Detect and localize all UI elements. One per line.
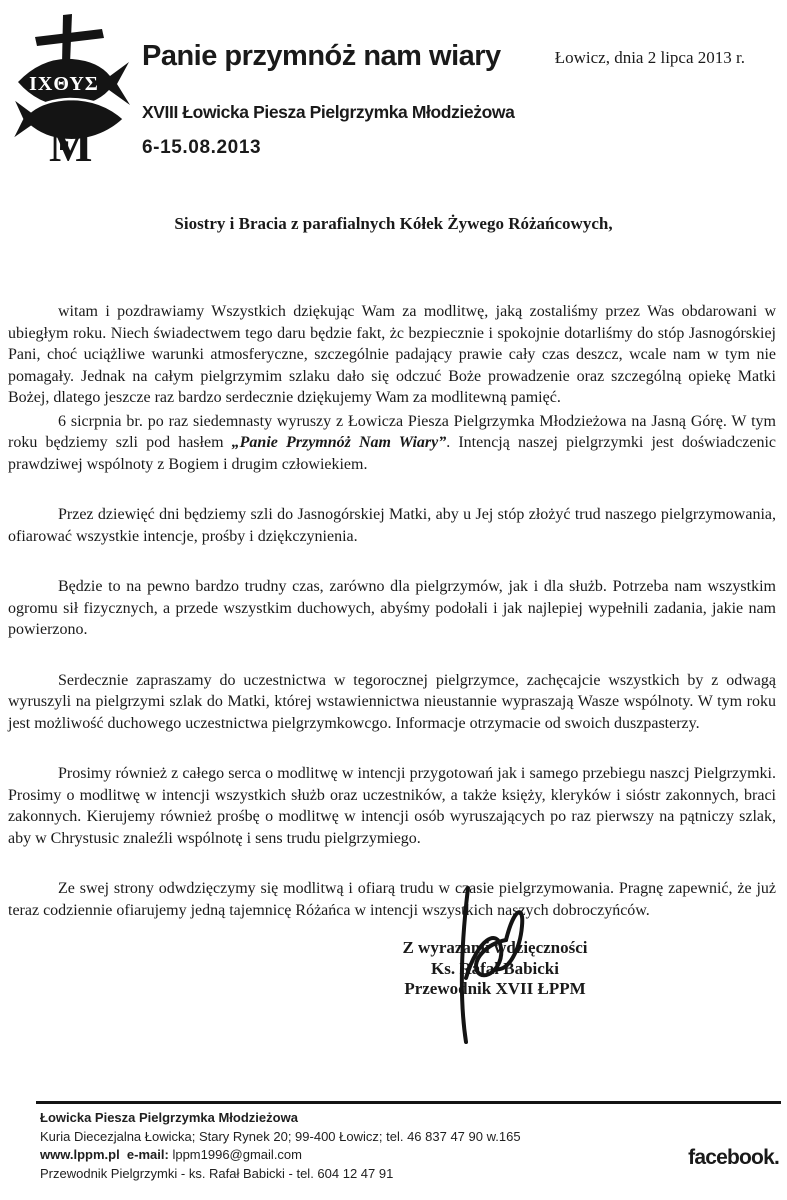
maria-m-text: M — [49, 120, 93, 164]
signature-role: Przewodnik XVII ŁPPM — [404, 979, 586, 998]
letter-subtitle: XVIII Łowicka Piesza Pielgrzymka Młodzieżowa — [142, 102, 515, 122]
facebook-logo: facebook. — [688, 1146, 779, 1169]
paragraph-4: Będzie to na pewno bardzo trudny czas, zarówno dla pielgrzymów, jak i dla służb. Potrzeba nam wszystkim ogromu sił fizycznych, a przede wszystkim duchowych, abyśmy podołali i jak najlepiej wypełnili zadania, jakie nam powierzono. — [8, 578, 776, 638]
paragraph-7: Ze swej strony odwdzięczymy się modlitwą i ofiarą trudu w czasie pielgrzymowania. Pragnę zapewnić, że już teraz codziennie ofiarujemy jedną tajemnicę Różańca w intencji wszystkich naszych dobroczyńców. — [8, 880, 776, 919]
footer-email-link: lppm1996@gmail.com — [172, 1147, 302, 1162]
footer — [40, 1109, 677, 1183]
footer-org-name: Łowicka Piesza Pielgrzymka Młodzieżowa — [40, 1110, 298, 1125]
footer-address: Kuria Diecezjalna Łowicka; Stary Rynek 20; 99-400 Łowicz; tel. 46 837 47 90 w.165 — [40, 1128, 521, 1144]
footer-website-link: www.lppm.pl — [40, 1147, 120, 1162]
paragraph-6: Prosimy również z całego serca o modlitwę w intencji przygotowań jak i samego przebiegu naszcj Pielgrzymki. Prosimy o modlitwę w intencji wszystkich służb oraz uczestników, a także księży, kleryków i sióstr zakonnych, braci zakonnych. Kierujemy również prośbę o modlitwę w intencji osób wyruszających po raz pierwszy na pątniczy szlak, aby w Chrystusic znaleźli wspólnotę i sens trudu pielgrzymiego. — [8, 765, 776, 847]
signature-name: Ks. Rafał Babicki — [431, 958, 559, 978]
handwritten-signature — [420, 882, 580, 1052]
paragraph-1: witam i pozdrawiamy Wszystkich dziękując Wam za modlitwę, jaką zostaliśmy przez Was obdarowani w ubiegłym roku. Niech świadectwem tego daru będzie fakt, żc bezpiecznie i spokojnie dotarliśmy do stóp Jasnogórskiej Pani, choć uciążliwe warunki atmosferyczne, szczególnie padający prawie cały czas deszcz, wcale nam w tym nie pomagały. Jednak na całym pielgrzymim szlaku dało się odczuć Boże prowadzenie oraz szczególną opiekę Matki Bożej, dlatego jeszcze raz bardzo serdecznie dziękujemy Wam za modlitewną pamięć. — [8, 303, 776, 406]
pilgrimage-dates: 6-15.08.2013 — [142, 137, 262, 158]
paragraph-2 — [8, 411, 776, 476]
footer-contact-line — [40, 1146, 677, 1165]
footer-leader-line: Przewodnik Pielgrzymki - ks. Rafał Babicki - tel. 604 12 47 91 — [40, 1165, 394, 1181]
ichthys-text: ΙΧΘΥΣ — [29, 73, 99, 95]
salutation: Siostry i Bracia z parafialnych Kółek Żywego Różańcowych, — [174, 214, 613, 233]
signature-closing: Z wyrazami wdzięczności — [402, 938, 588, 957]
paragraph-3: Przez dziewięć dni będziemy szli do Jasnogórskiej Matki, aby u Jej stóp złożyć trud naszego pielgrzymowania, ofiarować wszystkie intencje, prośby i dziękczynienia. — [8, 506, 776, 545]
paragraph-5: Serdecznie zapraszamy do uczestnictwa w tegorocznej pielgrzymce, zachęcajcie wszystkich by z odwagą wyruszyli na pielgrzymi szlak do Matki, której wstawiennictwa nieustannie wypraszają Wasze wspólnoty. W tym roku jest możliwość duchowego uczestnictwa pielgrzymkowcgo. Informacje otrzymacie od swoich duszpasterzy. — [8, 671, 776, 732]
footer-divider — [36, 1101, 781, 1104]
pilgrimage-motto: „Panie Przymnóż Nam Wiary” — [231, 434, 447, 451]
pilgrimage-logo — [6, 12, 136, 164]
paragraph-2-text-after: . Intencją naszej pielgrzymki jest doświadczenic prawdziwej wspólnoty z Bogiem i drugim człowiekiem. — [8, 434, 777, 473]
letter-body — [8, 301, 776, 921]
letter-title: Panie przymnóż nam wiary — [142, 40, 501, 72]
paragraph-2-text: 6 sicrpnia br. po raz siedemnasty wyruszy z Łowicza Piesza Pielgrzymka Młodzieżowa na Jasną Górę. W tym roku będziemy szli pod hasłem — [8, 412, 776, 451]
footer-email-label: e-mail: — [126, 1147, 169, 1162]
dateline: Łowicz, dnia 2 lipca 2013 r. — [554, 48, 745, 67]
